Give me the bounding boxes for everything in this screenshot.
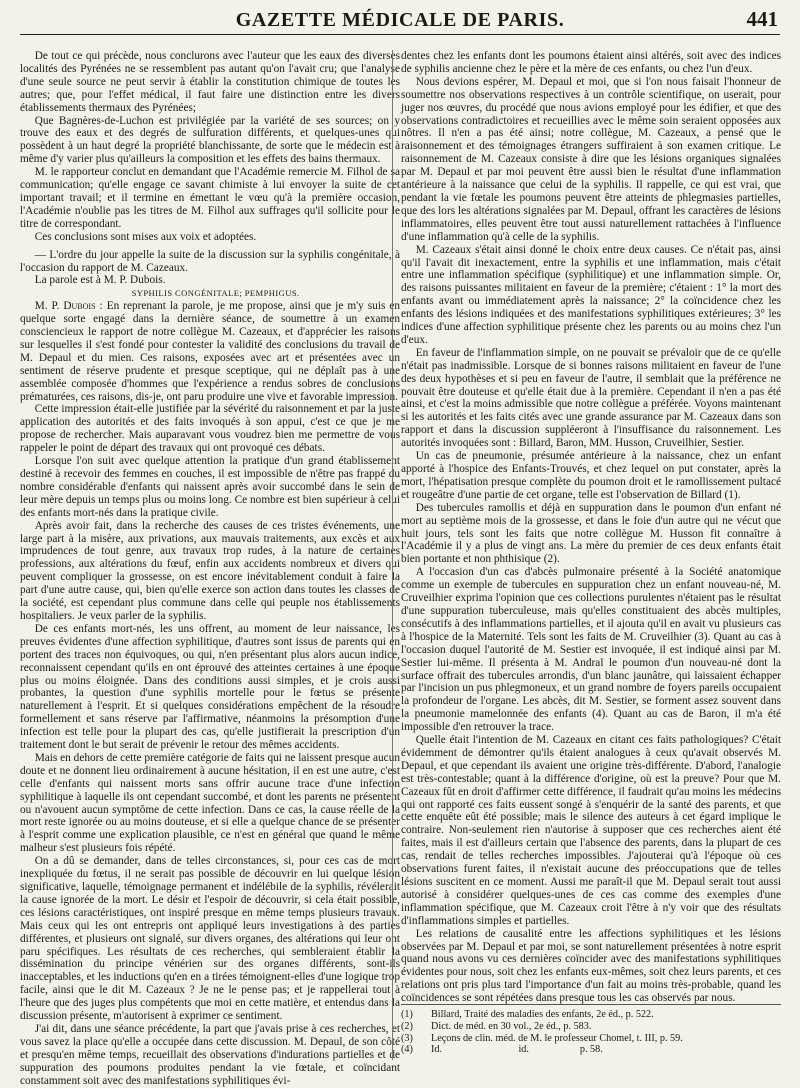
column-divider — [392, 50, 393, 1060]
paragraph: A l'occasion d'un cas d'abcès pulmonaire présenté à la Société anatomique comme un exemple de tubercules en suppuration chez un enfant nouveau-né, M. Cruveilhier exprima l'opinion que ces collections purulentes n'étaient pas le résultat d'une suppuration tuberculeuse, mais qu'elles constituaient des abcès multiples, consécutifs à des inflammations partielles, et il ajouta qu'il en avait vu plusieurs cas à l'hospice de la Maternité. Tels sont les faits de M. Cruveilhier (3). Quant au cas à l'occasion duquel l'autorité de M. Sestier est invoquée, il est indiqué ainsi par M. Sestier lui-même. Il présenta à M. Andral le poumon d'un nouveau-né dont la surface offrait des tubercules arrondis, d'un blanc jaunâtre, qui laissaient échapper par l'incision un pus phlegmoneux, et un grand nombre de foyers pareils occupaient la profondeur de l'organe. Les abcès, dit M. Sestier, se forment assez souvent dans la pneumonie mamelonnée des enfants (4). Quant au cas de Baron, il m'a été impossible d'en retrouver la trace. — [401, 566, 781, 734]
paragraph: Nous devions espérer, M. Depaul et moi, que si l'on nous faisait l'honneur de soumettre nos observations respectives à un contrôle scientifique, on userait, pour juger nos œuvres, du procédé que nous avions employé pour les édifier, et que des observations contradictoires et recueillies avec le même soin seraient opposées aux nôtres. Il n'en a pas été ainsi; notre collègue, M. Cazeaux, a pensé que le raisonnement et des témoignages étrangers suffiraient à son examen critique. Le raisonnement de M. Cazeaux consiste à dire que les lésions organiques signalées par M. Depaul et par moi peuvent être aussi bien le résultat d'une inflammation antérieure à la naissance que celui de la syphilis. Il rappelle, ce qui est vrai, que pendant la vie fœtale les poumons peuvent être atteints de phlegmasies partielles, que des lors les altérations signalées par M. Depaul, offrant les caractères de lésions inflammatoires, elles peuvent être tout aussi naturellement rattachées à l'influence d'une inflammation qu'à celle de la syphilis. — [401, 75, 781, 243]
footnote-number: (1) — [401, 1009, 413, 1020]
paragraph: Après avoir fait, dans la recherche des causes de ces tristes événements, une large part à la misère, aux privations, aux mauvais traitements, aux excès et aux imprudences de tout genre, aux travaux trop rudes, à la nature de certaines professions, aux altérations du fœuf, enfin aux accidents nombreux et divers qui peuvent compliquer la grossesse, on est encore inévitablement conduit à faire la part d'une autre cause, qui, bien qu'elle exerce son action dans toutes les classes de la société, est cependant plus commune dans celle qui peuple nos établissements hospitaliers. Je veux parler de la syphilis. — [20, 519, 400, 622]
paragraph: M. Cazeaux s'était ainsi donné le choix entre deux causes. Ce n'était pas, ainsi qu'il l'avait dit inexactement, entre la syphilis et une inflammation, mais c'était entre une inflammation spécifique (syphilitique) et une inflammation simple. Or, des raisons puissantes militaient en faveur de la première; c'étaient : 1° la mort des enfants avant ou immédiatement après la naissance; 2° la coïncidence chez les enfants des lésions indiquées et des manifestations syphilitiques extérieures; 3° les indices d'une affection syphilitique présente chez les parents ou au moins chez l'un d'eux. — [401, 243, 781, 346]
speaker-name: M. P. Dubois : — [34, 300, 103, 313]
footnote — [401, 1009, 781, 1021]
paragraph: Des tubercules ramollis et déjà en suppuration dans le poumon d'un enfant né mort au septième mois de la grossesse, et dans le foie d'un autre qui ne vécut que huit jours, tels sont les faits que notre collègue M. Husson fit connaître à l'Académie il y a plus de vingt ans. La mère du premier de ces deux enfants était bien portante et non phthisique (2). — [401, 501, 781, 566]
paragraph: Lorsque l'on suit avec quelque attention la pratique d'un grand établissement destiné à recevoir des femmes en couches, il est impossible de n'être pas frappé du nombre considérable d'enfants qui naissent après avoir succombé dans le sein de leur mère depuis un temps plus ou moins long. Ce nombre est bien supérieur à celui des enfants mort-nés dans la pratique civile. — [20, 455, 400, 519]
footnote-number: (3) — [401, 1032, 413, 1044]
paragraph: Cette impression était-elle justifiée par la sévérité du raisonnement et par la juste application des autorités et des faits invoqués à son appui, c'est ce que je me propose de rechercher. Mais auparavant vous voudrez bien me permettre de vous rappeler le point de départ des travaux qui ont provoqué ces débats. — [20, 403, 400, 455]
page-number: 441 — [746, 7, 778, 31]
footnote-text: Dict. de méd. en 30 vol., 2e éd., p. 583. — [431, 1020, 592, 1032]
paragraph: dentes chez les enfants dont les poumons étaient ainsi altérés, soit avec des indices de syphilis ancienne chez le père et la mère de ces enfants, ou chez l'un d'eux. — [401, 50, 781, 75]
footnote-divider — [401, 1004, 781, 1005]
footnote — [401, 1033, 781, 1045]
paragraph: Ces conclusions sont mises aux voix et adoptées. — [34, 230, 257, 243]
footnote-text: Billard, Traité des maladies des enfants, 2e éd., p. 522. — [431, 1009, 654, 1020]
page-header — [20, 4, 780, 35]
paragraph: Quelle était l'intention de M. Cazeaux en citant ces faits pathologiques? C'était évidemment de démontrer qu'ils étaient analogues à ceux qu'avait observés M. Depaul, et que cependant ils avaient une origine très-différente. D'abord, l'analogie est très-contestable; quant à la différence d'origine, où est la preuve? Pour que M. Cazeaux fût en droit d'affirmer cette différence, il faudrait qu'au moins les médecins qui ont rapporté ces faits eussent songé à s'enquérir de la santé des parents, et que cette enquête eût été possible; mais le silence des auteurs à cet égard implique le contraire. Non-seulement rien n'autorise à supposer que ces recherches aient été faites, mais il est d'ailleurs certain que l'absence des parents, dans la plupart de ces cas, rendait de telles recherches impossibles. J'ajouterai qu'à l'époque où ces observations furent faites, il n'existait aucune des préoccupations que de telles lésions suscitent en ce moment. Aussi me paraît-il que M. Depaul serait tout aussi autorisé à considérer quelques-unes de ces cas comme des exemples d'une inflammation spécifique, que M. Cazeaux croit l'être à n'y voir que des résultats d'inflammations simples et partielles. — [401, 734, 781, 927]
paragraph: Un cas de pneumonie, présumée antérieure à la naissance, chez un enfant apporté à l'hospice des Enfants-Trouvés, et chez lequel on put constater, après la mort, l'hépatisation presque complète du poumon droit et le ramollissement pultacé et rougeâtre d'une partie de cet organe, telle est l'observation de Billard (1). — [401, 450, 781, 501]
journal-title: GAZETTE MÉDICALE DE PARIS. — [235, 9, 565, 31]
footnotes — [401, 1009, 781, 1056]
paragraph: Mais en dehors de cette première catégorie de faits qui ne laissent presque aucun doute et ne donnent lieu ordinairement à aucune hésitation, il en est une autre, c'est celle d'enfants qui naissent morts sans offrir aucune trace d'une infection syphilitique à laquelle ils ont cependant succombé, et dont les parents ne présentent ou n'avouent aucun symptôme de cette infection. Dans ce cas, la cause réelle de la mort reste ignorée ou au moins douteuse, et si elle a quelque chance de se présenter à l'esprit comme une explication plausible, ce n'est en général que quand le même malheur s'est plusieurs fois répété. — [20, 751, 400, 855]
paragraph — [20, 300, 400, 403]
paragraph: La parole est à M. P. Dubois. — [34, 274, 166, 287]
speech-text: En reprenant la parole, je me propose, ainsi que je m'y suis en quelque sorte engagé dans la dernière séance, de soumettre à un examen consciencieux le rapport de notre collègue M. Cazeaux, et d'apprécier les raisons sur lesquelles il s'est fondé pour contester la validité des conclusions du travail de M. Depaul et du mien. Ces raisons, exposées avec art et présentées avec un sentiment de réserve prudente et presque sceptique, qui ne déplaît pas à une assemblée composée d'hommes que l'expérience a rendus sobres de conclusions prématurées, ces raisons, dis-je, ont paru produire une vive et favorable impression. — [20, 300, 401, 403]
paragraph: J'ai dit, dans une séance précédente, la part que j'avais prise à ces recherches, et vous savez la place qu'elle a occupée dans cette discussion. M. Depaul, de son côté et presqu'en même temps, recueillait des observations d'indurations partielles et de suppuration des poumons produites pendant la vie fœtale, et coïncidant constamment soit avec des manifestations syphilitiques évi- — [20, 1022, 400, 1087]
footnote-number: (2) — [401, 1020, 413, 1032]
footnote-text: Id. id. p. 58. — [431, 1044, 603, 1056]
paragraph: De ces enfants mort-nés, les uns offrent, au moment de leur naissance, les preuves évidentes d'une affection syphilitique, d'autres sont issus de parents qui en portent des traces non équivoques, ou qui, n'en présentant plus alors aucun indice, reconnaissent cependant qu'ils en ont éprouvé des atteintes certaines à une époque plus ou moins éloignée. Dans des conditions aussi simples, et je crois aussi probantes, la question d'une syphilis mortelle pour le fœtus se présente naturellement à l'esprit. Et si quelques considérations empêchent de la résoudre formellement et sans réserve par l'affirmative, néanmoins la présomption d'une infection est telle pour la plupart des cas, qu'elle justifierait la prescription d'un traitement dont le but serait de prévenir le retour des mêmes accidents. — [20, 622, 400, 752]
paragraph: Que Bagnères-de-Luchon est privilégiée par la variété de ses sources; on y trouve des eaux et des degrés de sulfuration différents, et quelques-unes qui possèdent à un haut degré la propriété blanchissante, de sorte que le médecin est à même d'y varier plus qu'ailleurs la composition et les effets des bains thermaux. — [20, 114, 400, 166]
left-column — [20, 50, 400, 1088]
footnote — [401, 1044, 781, 1056]
paragraph: — L'ordre du jour appelle la suite de la discussion sur la syphilis congénitale, à l'occasion du rapport de M. Cazeaux. — [20, 248, 400, 274]
section-title: SYPHILIS CONGÉNITALE; PEMPHIGUS. — [131, 288, 300, 299]
paragraph: On a dû se demander, dans de telles circonstances, si, pour ces cas de mort inexpliquée du fœtus, il ne serait pas possible de découvrir en lui quelque lésion significative, laquelle, témoignage permanent et indélébile de la syphilis, révélerait la cause ignorée de la mort. Le désir et l'espoir de découvrir, si cela était possible, ces lésions caractéristiques, ont inspiré presque en même temps plusieurs travaux. Mais ceux qui les ont entrepris ont appliqué leurs investigations à des parties différentes, et plusieurs ont signalé, sur divers organes, des altérations qui leur ont paru spécifiques. Les résultats de ces recherches, qui sembleraient établir la dissémination du principe vénérien sur des organes différents, sont-ils inacceptables, et les inductions qu'en en a tirées témoignent-elles d'une logique trop facile, ainsi que le dit M. Cazeaux ? Je ne le pense pas; et je rappellerai tout à l'heure que des juges plus compétents que moi en cette matière, et entendus dans la discussion présente, m'autorisent à exprimer ce sentiment. — [20, 855, 400, 1023]
paragraph: De tout ce qui précède, nous conclurons avec l'auteur que les eaux des diverses localités des Pyrénées ne se ressemblent pas autant qu'on l'avait cru; que l'analyse d'une seule source ne peut servir à établir la constitution chimique de toutes les autres; que, pour l'effet médical, il faut faire une distinction entre les divers établissements thermaux des Pyrénées; — [20, 50, 400, 114]
footnote-number: (4) — [401, 1044, 413, 1056]
paragraph: M. le rapporteur conclut en demandant que l'Académie remercie M. Filhol de sa communication; qu'elle engage ce savant chimiste à lui envoyer la suite de cet important travail; et il termine en émettant le vœu qu'à la première occasion, l'Académie n'oublie pas les titres de M. Filhol aux suffrages qu'il sollicite pour le titre de correspondant. — [20, 166, 400, 230]
footnote-text: Leçons de clin. méd. de M. le professeur Chomel, t. III, p. 59. — [431, 1032, 683, 1044]
footnote — [401, 1021, 781, 1033]
paragraph: En faveur de l'inflammation simple, on ne pouvait se prévaloir que de ce qu'elle n'était pas inadmissible. Lorsque de si bonnes raisons militaient en faveur de l'une des deux hypothèses et si peu en faveur de l'autre, il semblait que la préférence ne pouvait être douteuse et qu'elle était due à la première. Cependant il n'en a pas été ainsi, et c'est la moins admissible que notre collègue a préférée. Voyons maintenant si les autorités et les faits cités avec une grande assurance par M. Cazeaux dans son rapport et dans la discussion suppléeront à l'insuffisance du raisonnement. Les autorités invoquées sont : Billard, Baron, MM. Husson, Cruveilhier, Sestier. — [401, 346, 781, 450]
right-column — [401, 50, 781, 1005]
paragraph: Les relations de causalité entre les affections syphilitiques et les lésions observées par M. Depaul et par moi, se sont naturellement présentées à notre esprit quand nous avons vu ces dernières coïncider avec des manifestations syphilitiques évidentes pour nous, soit chez les enfants eux-mêmes, soit chez leurs parents, et ces relations ont pris plus tard l'importance d'un fait au moins très-probable, quand les coïncidences se sont répétées dans presque tous les cas observés par nous. — [401, 927, 781, 1005]
